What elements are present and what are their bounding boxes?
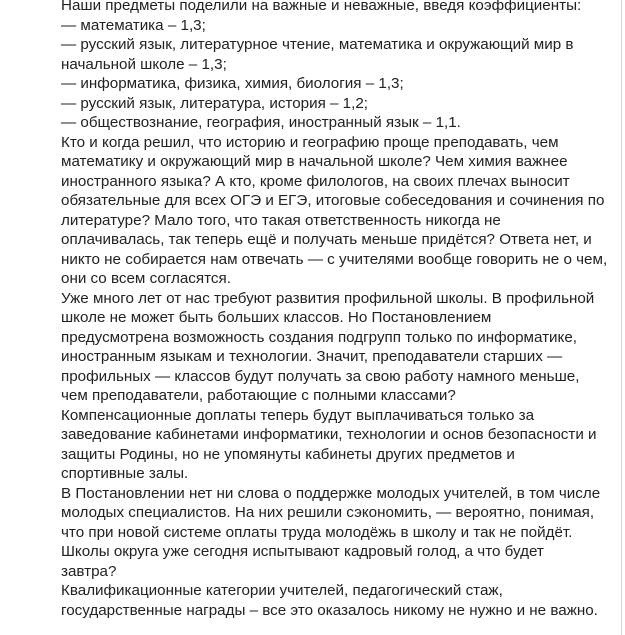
- text-line: В Постановлении нет ни слова о поддержке молодых учителей, в том числе: [61, 484, 601, 502]
- list-item: — русский язык, литература, история – 1,2;: [61, 94, 369, 112]
- text-line: молодых специалистов. На них решили сэкономить, — вероятно, понимая,: [61, 504, 595, 521]
- text-line: Уже много лет от нас требуют развития профильной школы. В профильной: [61, 289, 595, 307]
- text-line: обязательные для всех ОГЭ и ЕГЭ, итоговые собеседования и сочинения по: [61, 192, 605, 209]
- text-line: иностранного языка? А кто, кроме филологов, на своих плечах выносит: [61, 172, 570, 190]
- text-line: что при новой системе оплаты труда молодёжь в школу и так не пойдёт.: [61, 523, 573, 541]
- text-line: чем преподаватели, работающие с полными классами?: [61, 387, 456, 404]
- list-item: — информатика, физика, химия, биология – 1,3;: [61, 75, 404, 92]
- text-line: спортивные залы.: [61, 465, 189, 482]
- text-line: Наши предметы поделили на важные и неважные, введя коэффициенты:: [61, 0, 582, 14]
- text-line: профильных — классов будут получать за свою работу намного меньше,: [61, 367, 580, 385]
- text-line: завтра?: [61, 562, 117, 580]
- text-line: Компенсационные доплаты теперь будут выплачиваться только за: [61, 406, 535, 424]
- text-line: государственные награды – все это оказалось никому не нужно и не важно.: [61, 601, 598, 619]
- text-line: математику и окружающий мир в начальной школе? Чем химия важнее: [61, 153, 568, 170]
- text-line: иностранным языкам и технологии. Значит, преподаватели старших —: [61, 348, 563, 365]
- list-item-continuation: начальной школе – 1,3;: [61, 55, 227, 73]
- text-line: Школы округа уже сегодня испытывают кадровый голод, а что будет: [61, 543, 544, 560]
- text-line: Кто и когда решил, что историю и географию проще преподавать, чем: [61, 133, 559, 151]
- text-line: Квалификационные категории учителей, педагогический стаж,: [61, 582, 503, 599]
- list-item: — математика – 1,3;: [61, 16, 206, 34]
- text-line: защиты Родины, но не упомянуты кабинеты других предметов и: [61, 445, 515, 463]
- text-line: школе не может быть больших классов. Но Постановлением: [61, 309, 492, 326]
- text-line: они со всем согласятся.: [61, 270, 231, 287]
- list-item: — русский язык, литературное чтение, математика и окружающий мир в: [61, 36, 574, 53]
- text-line: предусмотрена возможность создания подгрупп только по информатике,: [61, 328, 577, 346]
- text-line: никто не собирается нам отвечать — с учителями вообще говорить не о чем,: [61, 250, 608, 268]
- list-item: — обществознание, география, иностранный язык – 1,1.: [61, 114, 461, 131]
- content-right-border: [621, 0, 622, 635]
- text-line: заведование кабинетами информатики, технологии и основ безопасности и: [61, 426, 597, 443]
- text-line: литературе? Мало того, что такая ответственность никогда не: [61, 211, 501, 229]
- text-line: оплачивалась, так теперь ещё и получать меньше придётся? Ответа нет, и: [61, 231, 592, 248]
- article-text: [61, 0, 608, 620]
